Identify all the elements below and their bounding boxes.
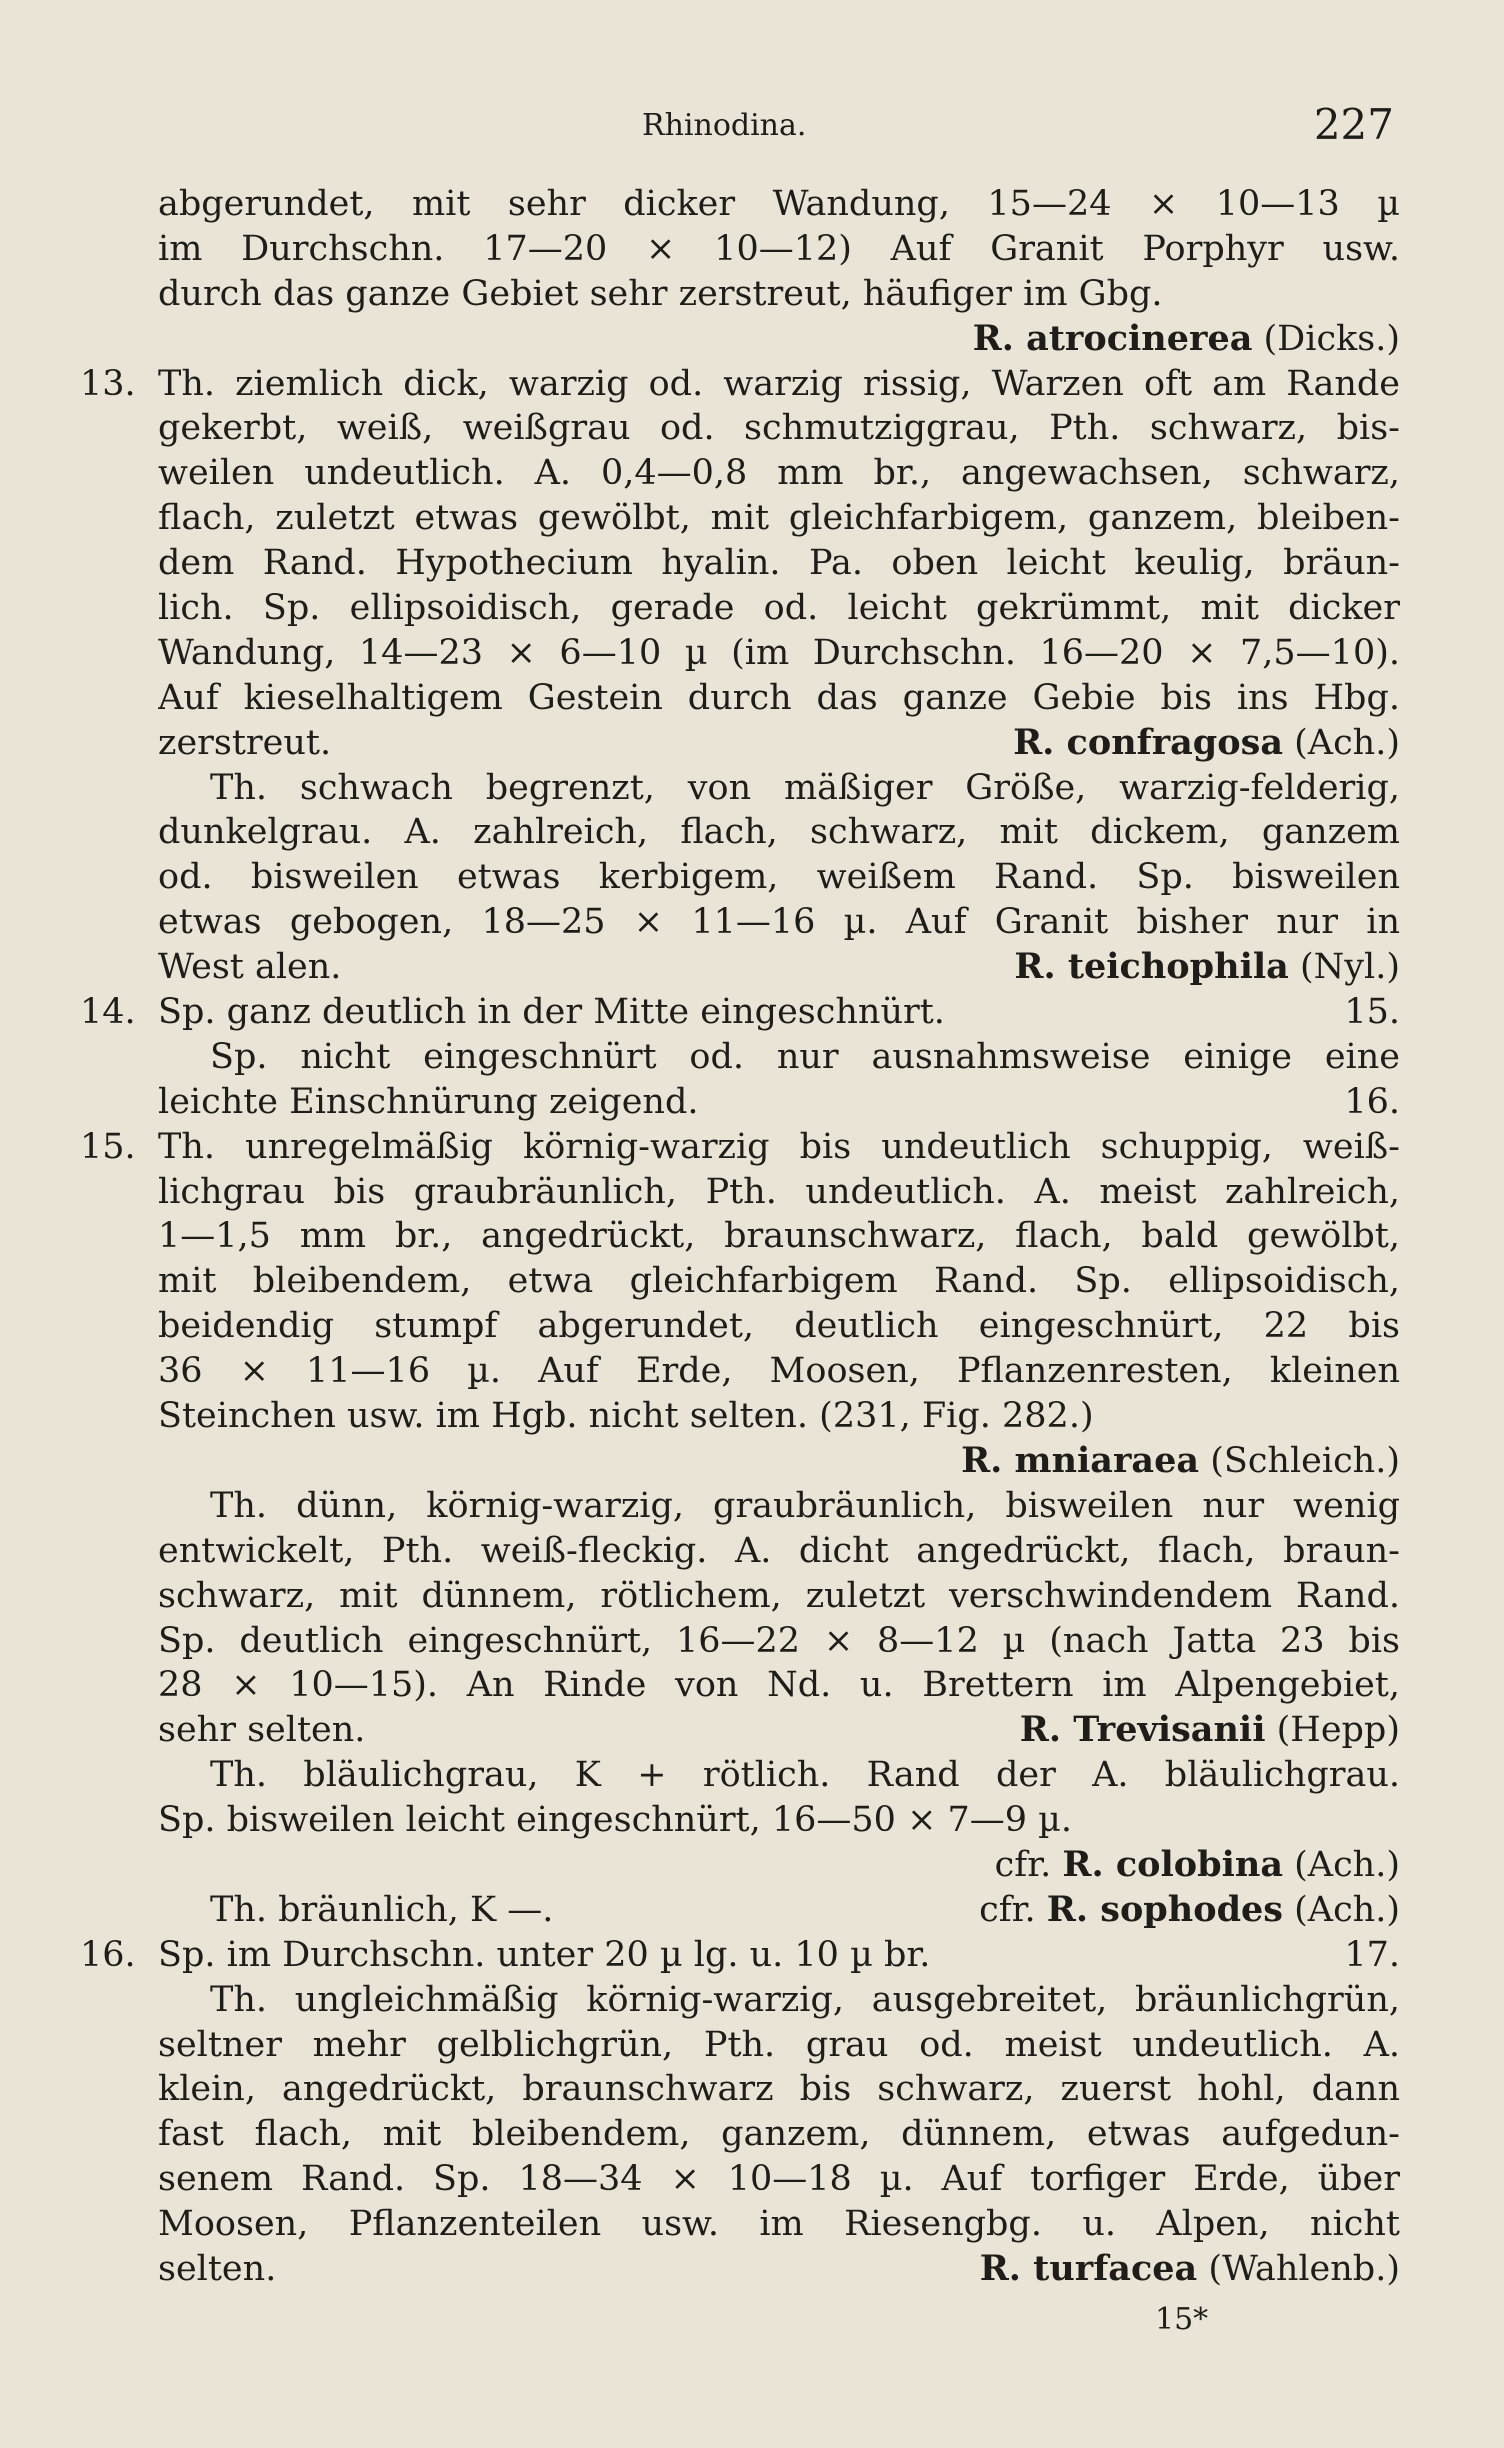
- line-text: seltner mehr gelblichgrün, Pth. grau od. meist undeutlich. A.: [158, 2024, 1400, 2065]
- text-line: [80, 2112, 1400, 2157]
- species-name: [1020, 1708, 1400, 1753]
- line-text: Sp. bisweilen leicht eingeschnürt, 16—50 × 7—9 µ.: [158, 1800, 1073, 1841]
- species-name: [995, 1843, 1400, 1888]
- line-text: Steinchen usw. im Hgb. nicht selten. (231, Fig. 282.): [158, 1396, 1094, 1437]
- line-text: klein, angedrückt, braunschwarz bis schwarz, zuerst hohl, dann: [158, 2069, 1400, 2110]
- line-text: durch das ganze Gebiet sehr zerstreut, häufiger im Gbg.: [158, 273, 1163, 314]
- line-text: weilen undeutlich. A. 0,4—0,8 mm br., angewachsen, schwarz,: [158, 453, 1400, 494]
- running-head: [0, 100, 1504, 160]
- text-line: [80, 1125, 1400, 1170]
- text-line: [80, 1619, 1400, 1664]
- species-author: (Nyl.): [1288, 947, 1400, 988]
- couplet-number: 16.: [80, 1934, 136, 1975]
- text-line: [80, 1708, 1400, 1753]
- running-title: Rhinodina.: [642, 108, 807, 143]
- line-text: Th. bräunlich, K —.: [210, 1889, 554, 1930]
- text-line: [80, 317, 1400, 362]
- species-author: (Dicks.): [1252, 318, 1400, 359]
- line-text: West alen.: [158, 947, 342, 988]
- line-text: Moosen, Pflanzenteilen usw. im Riesengbg. u. Alpen, nicht: [158, 2204, 1400, 2245]
- text-line: [80, 1439, 1400, 1484]
- species-binomial: R. teichophila: [1014, 946, 1289, 988]
- species-binomial: R. atrocinerea: [972, 317, 1253, 359]
- text-line: [80, 496, 1400, 541]
- line-text: abgerundet, mit sehr dicker Wandung, 15—24 × 10—13 µ: [158, 184, 1400, 224]
- species-prefix: cfr.: [979, 1889, 1047, 1930]
- line-text: etwas gebogen, 18—25 × 11—16 µ. Auf Granit bisher nur in: [158, 902, 1400, 943]
- line-text: 36 × 11—16 µ. Auf Erde, Moosen, Pflanzenresten, kleinen: [158, 1351, 1400, 1392]
- species-binomial: R. confragosa: [1013, 721, 1284, 763]
- line-text: flach, zuletzt etwas gewölbt, mit gleichfarbigem, ganzem, bleiben-: [158, 498, 1400, 539]
- text-line: [80, 2023, 1400, 2068]
- species-author: (Wahlenb.): [1197, 2248, 1400, 2289]
- species-prefix: cfr.: [994, 1844, 1063, 1885]
- line-text: Th. ziemlich dick, warzig od. warzig rissig, Warzen oft am Rande: [158, 363, 1400, 404]
- species-author: (Ach.): [1283, 1844, 1400, 1885]
- text-line: [80, 1214, 1400, 1259]
- text-line: [80, 1843, 1400, 1888]
- species-name: [979, 1888, 1400, 1933]
- couplet-number: 15.: [80, 1126, 136, 1167]
- species-name: [1013, 721, 1400, 766]
- line-text: mit bleibendem, etwa gleichfarbigem Rand. Sp. ellipsoidisch,: [158, 1261, 1400, 1302]
- line-text: beidendig stumpf abgerundet, deutlich eingeschnürt, 22 bis: [158, 1306, 1400, 1347]
- text-line: [80, 900, 1400, 945]
- line-text: Sp. im Durchschn. unter 20 µ lg. u. 10 µ br.: [158, 1934, 931, 1975]
- text-line: [80, 272, 1400, 317]
- line-text: Th. ungleichmäßig körnig-warzig, ausgebreitet, bräunlichgrün,: [210, 1979, 1400, 2020]
- line-text: sehr selten.: [158, 1710, 366, 1751]
- text-line: [80, 2247, 1400, 2292]
- text-line: [80, 1394, 1400, 1439]
- line-text: zerstreut.: [158, 722, 332, 763]
- line-text: Sp. nicht eingeschnürt od. nur ausnahmsweise einige eine: [210, 1036, 1400, 1077]
- line-text: od. bisweilen etwas kerbigem, weißem Rand. Sp. bisweilen: [158, 857, 1400, 898]
- text-line: [80, 182, 1400, 227]
- text-line: [80, 362, 1400, 407]
- text-line: [80, 1798, 1400, 1843]
- text-line: [80, 1080, 1400, 1125]
- text-line: [80, 631, 1400, 676]
- signature-mark: 15*: [1155, 2302, 1209, 2337]
- line-text: gekerbt, weiß, weißgrau od. schmutziggrau, Pth. schwarz, bis-: [158, 408, 1400, 449]
- text-line: [80, 945, 1400, 990]
- species-binomial: R. Trevisanii: [1019, 1709, 1266, 1751]
- line-text: Sp. deutlich eingeschnürt, 16—22 × 8—12 µ (nach Jatta 23 bis: [158, 1620, 1400, 1661]
- couplet-reference: 17.: [1344, 1934, 1400, 1975]
- text-line: [80, 227, 1400, 272]
- text-line: [80, 1574, 1400, 1619]
- species-name: [980, 2247, 1400, 2292]
- text-line: [80, 1170, 1400, 1215]
- text-line: [80, 1529, 1400, 1574]
- line-text: Th. dünn, körnig-warzig, graubräunlich, bisweilen nur wenig: [210, 1485, 1400, 1526]
- text-line: [80, 1304, 1400, 1349]
- text-line: [80, 1484, 1400, 1529]
- text-line: [80, 1259, 1400, 1304]
- line-text: 28 × 10—15). An Rinde von Nd. u. Brettern im Alpengebiet,: [158, 1665, 1400, 1706]
- page-number: 227: [1313, 100, 1394, 149]
- text-line: [80, 766, 1400, 811]
- line-text: Th. schwach begrenzt, von mäßiger Größe, warzig-felderig,: [210, 767, 1400, 808]
- text-line: [80, 2202, 1400, 2247]
- line-text: Wandung, 14—23 × 6—10 µ (im Durchschn. 16—20 × 7,5—10).: [158, 632, 1400, 673]
- line-text: fast flach, mit bleibendem, ganzem, dünnem, etwas aufgedun-: [158, 2114, 1400, 2155]
- line-text: senem Rand. Sp. 18—34 × 10—18 µ. Auf torfiger Erde, über: [158, 2159, 1400, 2200]
- text-line: [80, 2067, 1400, 2112]
- line-text: dunkelgrau. A. zahlreich, flach, schwarz, mit dickem, ganzem: [158, 812, 1400, 853]
- line-text: 1—1,5 mm br., angedrückt, braunschwarz, flach, bald gewölbt,: [158, 1216, 1400, 1257]
- line-text: Auf kieselhaltigem Gestein durch das ganze Gebie bis ins Hbg.: [158, 677, 1400, 718]
- text-line: [80, 721, 1400, 766]
- text-line: [80, 2157, 1400, 2202]
- text-line: [80, 855, 1400, 900]
- species-name: [973, 317, 1400, 362]
- text-line: [80, 1978, 1400, 2023]
- line-text: Th. bläulichgrau, K + rötlich. Rand der A. bläulichgrau.: [210, 1755, 1400, 1796]
- line-text: Th. unregelmäßig körnig-warzig bis undeutlich schuppig, weiß-: [158, 1126, 1400, 1167]
- line-text: schwarz, mit dünnem, rötlichem, zuletzt verschwindendem Rand.: [158, 1575, 1400, 1616]
- species-author: (Schleich.): [1199, 1440, 1400, 1481]
- line-text: lichgrau bis graubräunlich, Pth. undeutlich. A. meist zahlreich,: [158, 1171, 1400, 1212]
- key-text: [80, 182, 1400, 2292]
- species-author: (Hepp): [1265, 1710, 1400, 1751]
- couplet-reference: 15.: [1344, 992, 1400, 1033]
- species-binomial: R. colobina: [1062, 1843, 1284, 1885]
- line-text: entwickelt, Pth. weiß-fleckig. A. dicht angedrückt, flach, braun-: [158, 1530, 1400, 1571]
- text-line: [80, 1035, 1400, 1080]
- line-text: selten.: [158, 2248, 277, 2289]
- species-binomial: R. sophodes: [1046, 1888, 1284, 1930]
- text-line: [80, 810, 1400, 855]
- text-line: [80, 1933, 1400, 1978]
- line-text: im Durchschn. 17—20 × 10—12) Auf Granit Porphyr usw.: [158, 228, 1400, 269]
- text-line: [80, 451, 1400, 496]
- text-line: [80, 676, 1400, 721]
- couplet-reference: 16.: [1344, 1081, 1400, 1122]
- line-text: lich. Sp. ellipsoidisch, gerade od. leicht gekrümmt, mit dicker: [158, 588, 1400, 629]
- couplet-number: 14.: [80, 992, 136, 1033]
- species-author: (Ach.): [1283, 1889, 1400, 1930]
- text-line: [80, 1888, 1400, 1933]
- text-line: [80, 1663, 1400, 1708]
- text-line: [80, 1349, 1400, 1394]
- text-line: [80, 541, 1400, 586]
- text-line: [80, 586, 1400, 631]
- text-line: [80, 406, 1400, 451]
- species-name: [961, 1439, 1400, 1484]
- species-binomial: R. turfacea: [979, 2247, 1198, 2289]
- species-author: (Ach.): [1283, 722, 1400, 763]
- couplet-number: 13.: [80, 363, 136, 404]
- species-binomial: R. mniaraea: [961, 1439, 1200, 1481]
- text-line: [80, 1753, 1400, 1798]
- line-text: leichte Einschnürung zeigend.: [158, 1081, 699, 1122]
- species-name: [1014, 945, 1400, 990]
- line-text: dem Rand. Hypothecium hyalin. Pa. oben leicht keulig, bräun-: [158, 543, 1400, 584]
- text-line: [80, 990, 1400, 1035]
- line-text: Sp. ganz deutlich in der Mitte eingeschnürt.: [158, 992, 945, 1033]
